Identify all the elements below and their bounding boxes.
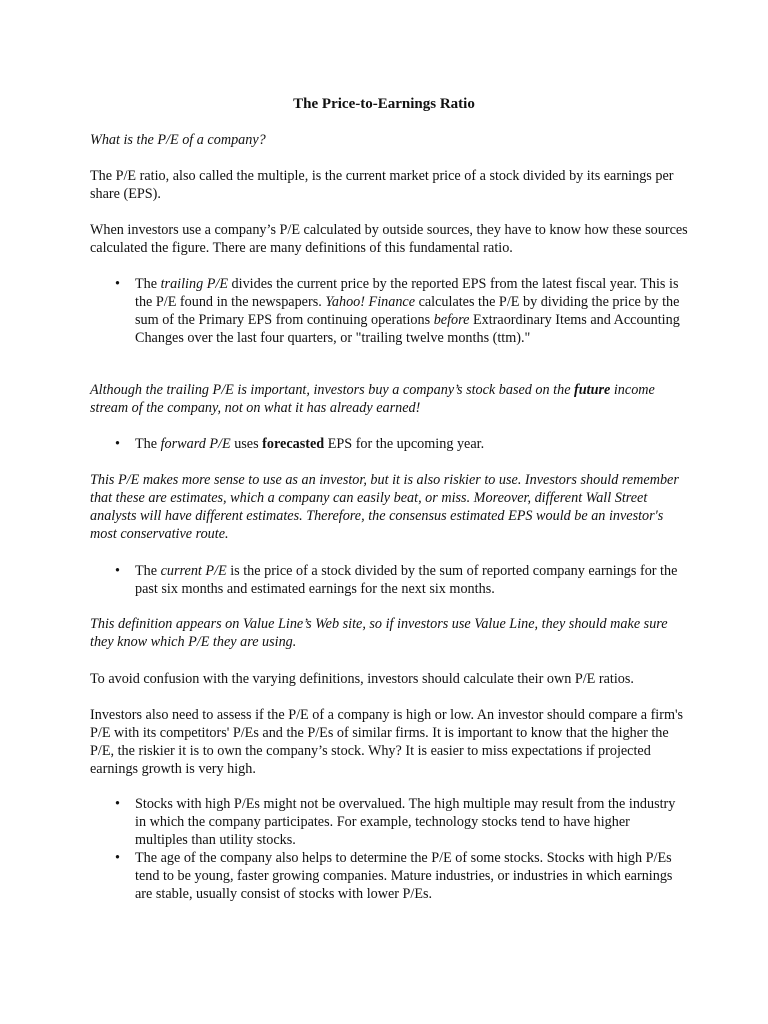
bullet-trailing-pe: The trailing P/E divides the current price by the reported EPS from the latest fiscal year. This is the P/E found in the newspapers. Yahoo! Finance calculates the P/E by dividing the price by the sum of the Primary EPS from continuing operations before Extraordinary Items and Accounting Changes over the last four quarters, or "trailing twelve months (ttm).": [135, 276, 680, 346]
bullet-marker: •: [115, 276, 120, 292]
paragraph-definition: The P/E ratio, also called the multiple, is the current market price of a stock divided by its earnings per share (EPS).: [90, 168, 674, 202]
bullet-marker: •: [115, 850, 120, 866]
note-forward-pe: This P/E makes more sense to use as an investor, but it is also riskier to use. Investors should remember that these are estimates, which a company can easily beat, or miss. Moreover, different Wall Street analysts will have different estimates. Therefore, the consensus estimated EPS would be an investor's most conservative route.: [90, 472, 679, 542]
paragraph-assess-pe: Investors also need to assess if the P/E of a company is high or low. An investor should compare a firm's P/E with its competitors' P/Es and the P/Es of similar firms. It is important to know that the higher the P/E, the riskier it is to own the company’s stock. Why? It is easier to miss expectations if projected earnings growth is very high.: [90, 707, 684, 777]
bullet-marker: •: [115, 436, 120, 452]
paragraph-avoid-confusion: To avoid confusion with the varying definitions, investors should calculate their own P/E ratios.: [90, 671, 634, 687]
page-title: The Price-to-Earnings Ratio: [293, 96, 475, 112]
bullet-marker: •: [115, 563, 120, 579]
bullet-company-age: The age of the company also helps to determine the P/E of some stocks. Stocks with high P/Es tend to be young, faster growing companies. Mature industries, or industries in which earnings are stable, usually consist of stocks with lower P/Es.: [135, 850, 673, 902]
bullet-current-pe: The current P/E is the price of a stock divided by the sum of reported company earnings for the past six months and estimated earnings for the next six months.: [135, 563, 678, 597]
bullet-forward-pe: The forward P/E uses forecasted EPS for the upcoming year.: [135, 436, 485, 452]
bullet-high-pe: Stocks with high P/Es might not be overvalued. The high multiple may result from the industry in which the company participates. For example, technology stocks tend to have higher multiples than utility stocks.: [135, 796, 676, 848]
note-trailing-pe: Although the trailing P/E is important, investors buy a company’s stock based on the future income stream of the company, not on what it has already earned!: [90, 382, 655, 416]
note-current-pe: This definition appears on Value Line’s Web site, so if investors use Value Line, they should make sure they know which P/E they are using.: [90, 616, 668, 650]
paragraph-outside-sources: When investors use a company’s P/E calculated by outside sources, they have to know how these sources calculated the figure. There are many definitions of this fundamental ratio.: [90, 222, 688, 256]
section-question: What is the P/E of a company?: [90, 132, 266, 148]
bullet-marker: •: [115, 796, 120, 812]
